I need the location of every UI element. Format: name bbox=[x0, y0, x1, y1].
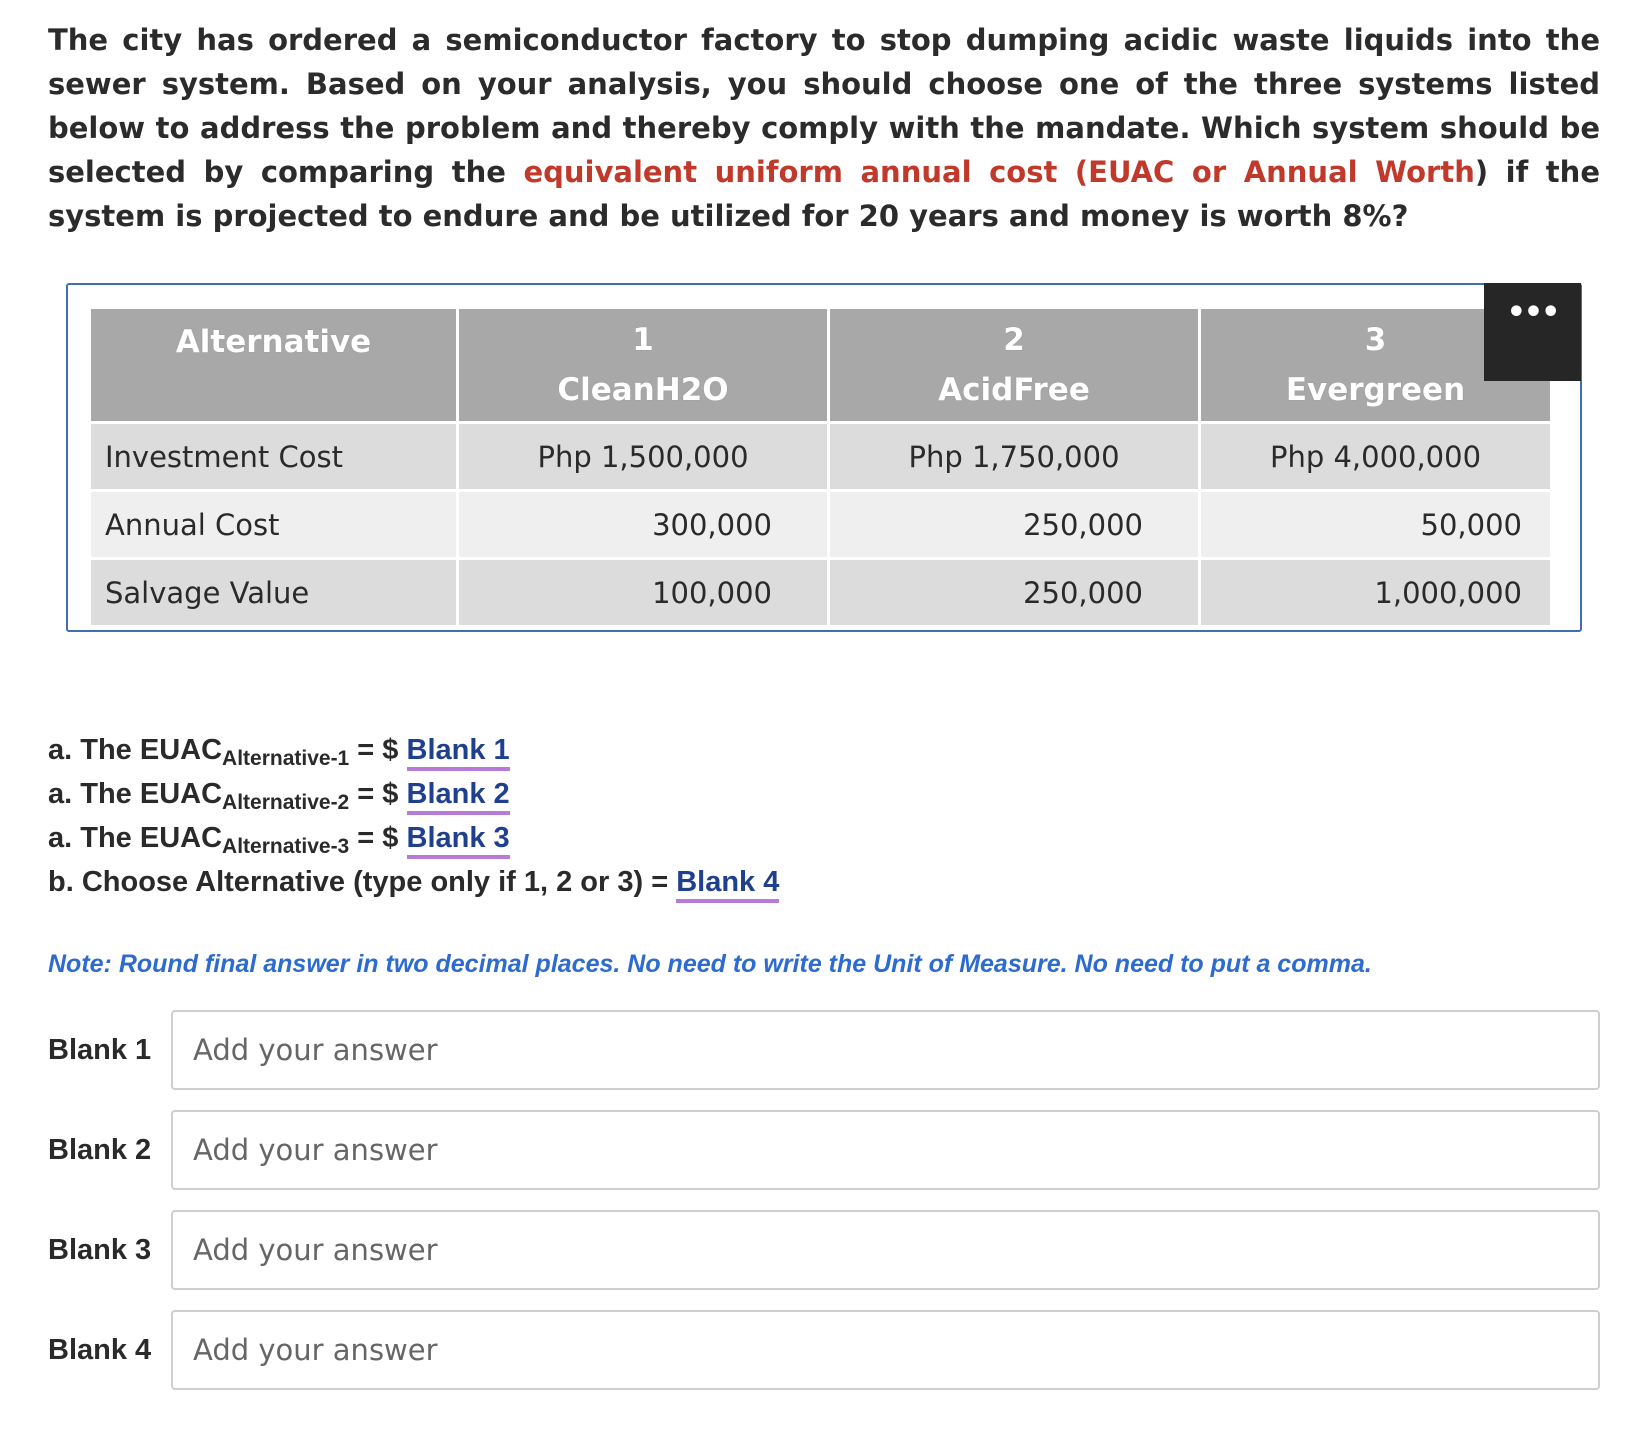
blank-3-link[interactable]: Blank 3 bbox=[407, 822, 510, 859]
cell-value: Php 4,000,000 bbox=[1200, 423, 1552, 491]
cell-value: 250,000 bbox=[829, 559, 1200, 627]
equation-line: b. Choose Alternative (type only if 1, 2 or 3) = Blank 4 bbox=[48, 860, 779, 904]
answer-label: Blank 1 bbox=[48, 1034, 152, 1066]
header-alternative: Alternative bbox=[90, 308, 458, 423]
cell-value: 250,000 bbox=[829, 491, 1200, 559]
note-text: Note: Round final answer in two decimal places. No need to write the Unit of Measure. No need to put a comma. bbox=[48, 950, 1372, 978]
header-alt-3: 3 Evergreen bbox=[1200, 308, 1552, 423]
question-part-2: ) if the system is projected to endure and be utilized for 20 years and money is worth 8%? bbox=[48, 155, 1600, 233]
more-options-button[interactable] bbox=[1484, 283, 1581, 381]
question-highlight: equivalent uniform annual cost (EUAC or Annual Worth bbox=[523, 155, 1475, 189]
answer-label: Blank 3 bbox=[48, 1234, 152, 1266]
blank-1-input[interactable] bbox=[171, 1010, 1600, 1090]
answer-row-3 bbox=[48, 1210, 1600, 1290]
blank-2-link[interactable]: Blank 2 bbox=[407, 778, 510, 815]
answer-label: Blank 4 bbox=[48, 1334, 152, 1366]
alternatives-table-frame bbox=[66, 283, 1582, 632]
answer-row-2 bbox=[48, 1110, 1600, 1190]
table-row bbox=[90, 491, 1552, 559]
ellipsis-icon: ••• bbox=[1506, 295, 1559, 330]
equation-line: a. The $EUAC_{Alternative-1}$ = $ Blank 1 bbox=[48, 734, 510, 770]
row-label: Annual Cost bbox=[90, 491, 458, 559]
header-alt-1: 1 CleanH2O bbox=[458, 308, 829, 423]
blank-4-link[interactable]: Blank 4 bbox=[676, 866, 779, 903]
blank-3-input[interactable] bbox=[171, 1210, 1600, 1290]
equations bbox=[48, 728, 779, 904]
cell-value: 300,000 bbox=[458, 491, 829, 559]
blank-2-input[interactable] bbox=[171, 1110, 1600, 1190]
cell-value: 1,000,000 bbox=[1200, 559, 1552, 627]
row-label: Salvage Value bbox=[90, 559, 458, 627]
equation-line: a. The $EUAC_{Alternative-3}$ = $ Blank 3 bbox=[48, 822, 510, 858]
question-text bbox=[48, 18, 1600, 238]
question-part-1: The city has ordered a semiconductor factory to stop dumping acidic waste liquids into the sewer system. Based on your analysis, you should choose one of the three systems listed below to address the problem and thereby comply with the mandate. Which system should be selected by comparing the bbox=[48, 23, 1600, 189]
answer-label: Blank 2 bbox=[48, 1134, 152, 1166]
table-row bbox=[90, 423, 1552, 491]
alternatives-table bbox=[88, 306, 1553, 628]
equation-line: a. The $EUAC_{Alternative-2}$ = $ Blank 2 bbox=[48, 778, 510, 814]
blank-4-input[interactable] bbox=[171, 1310, 1600, 1390]
cell-value: Php 1,500,000 bbox=[458, 423, 829, 491]
answer-row-4 bbox=[48, 1310, 1600, 1390]
table-header-row bbox=[90, 308, 1552, 423]
cell-value: 100,000 bbox=[458, 559, 829, 627]
cell-value: Php 1,750,000 bbox=[829, 423, 1200, 491]
answer-row-1 bbox=[48, 1010, 1600, 1090]
row-label: Investment Cost bbox=[90, 423, 458, 491]
table-row bbox=[90, 559, 1552, 627]
header-alt-2: 2 AcidFree bbox=[829, 308, 1200, 423]
cell-value: 50,000 bbox=[1200, 491, 1552, 559]
blank-1-link[interactable]: Blank 1 bbox=[407, 734, 510, 771]
